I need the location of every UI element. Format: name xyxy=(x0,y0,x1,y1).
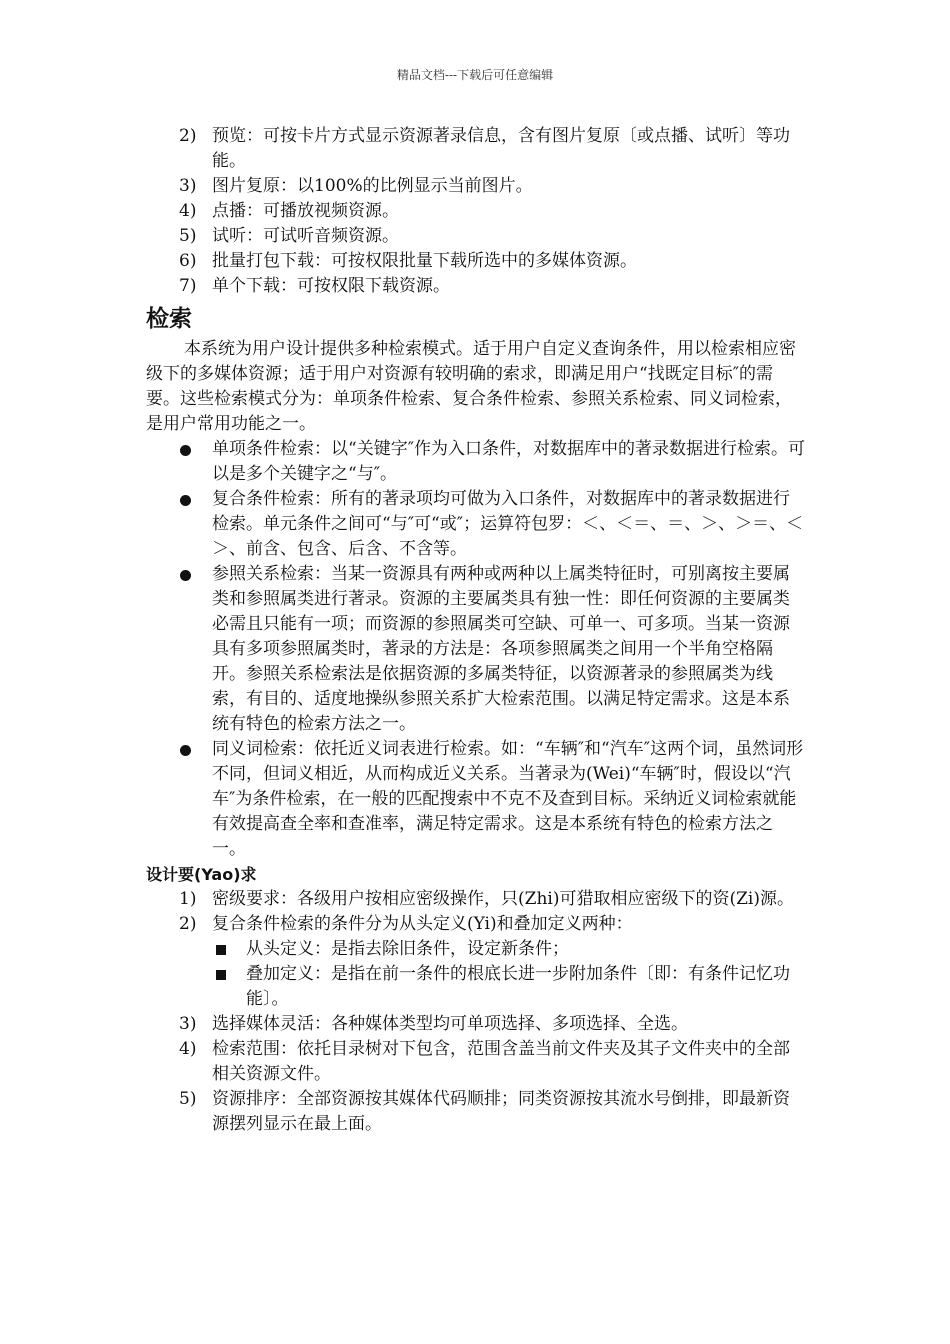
bullet-dot-icon xyxy=(180,570,191,581)
list-item xyxy=(146,174,806,199)
list-number: 5) xyxy=(179,1089,197,1109)
list-item xyxy=(146,887,806,912)
list-number: 2) xyxy=(179,126,197,146)
list-item xyxy=(146,274,806,299)
list-text: 检索范围：依托目录树对下包含，范围含盖当前文件夹及其子文件夹中的全部相关资源文件。 xyxy=(212,1039,790,1084)
list-text: 选择媒体灵活：各种媒体类型均可单项选择、多项选择、全选。 xyxy=(212,1014,688,1034)
section-intro: 本系统为用户设计提供多种检索模式。适于用户自定义查询条件，用以检索相应密级下的多媒体资源；适于用户对资源有较明确的索求，即满足用户“找既定目标″的需要。这些检索模式分为：单项条件检索、复合条件检索、参照关系检索、同义词检索，是用户常用功能之一。 xyxy=(146,339,796,434)
bullet-text: 单项条件检索：以“关键字″作为入口条件，对数据库中的著录数据进行检索。可以是多个关键字之“与″。 xyxy=(212,439,806,484)
section-title: 检索 xyxy=(146,306,192,332)
bullet-dot-icon xyxy=(180,745,191,756)
list-number: 6) xyxy=(179,251,197,271)
sub-list-text: 叠加定义：是指在前一条件的根底长进一步附加条件〔即：有条件记忆功能〕。 xyxy=(246,964,790,1009)
bullet-item xyxy=(146,737,806,862)
list-text: 资源排序：全部资源按其媒体代码顺排；同类资源按其流水号倒排，即最新资源摆列显示在最上面。 xyxy=(212,1089,790,1134)
list-item xyxy=(146,249,806,274)
list-text: 点播：可播放视频资源。 xyxy=(212,201,399,221)
sub-list-item xyxy=(146,937,806,962)
design-heading: 设计要(Yao)求 xyxy=(146,865,257,884)
bullet-item xyxy=(146,562,806,737)
list-text: 试听：可试听音频资源。 xyxy=(212,226,399,246)
list-item xyxy=(146,1037,806,1087)
list-number: 4) xyxy=(179,201,197,221)
bullet-dot-icon xyxy=(180,495,191,506)
list-text: 批量打包下载：可按权限批量下载所选中的多媒体资源。 xyxy=(212,251,637,271)
list-number: 7) xyxy=(179,276,197,296)
list-item xyxy=(146,224,806,249)
list-number: 3) xyxy=(179,176,197,196)
list-item xyxy=(146,1087,806,1137)
bullet-text: 同义词检索：依托近义词表进行检索。如：“车辆″和“汽车″这两个词，虽然词形不同，但词义相近，从而构成近义关系。当著录为(Wei)“车辆″时，假设以“汽车″为条件检索，在一般的匹配搜索中不克不及查到目标。采纳近义词检索就能有效提高查全率和查准率，满足特定需求。这是本系统有特色的检索方法之一。 xyxy=(212,739,804,859)
list-item xyxy=(146,199,806,224)
square-bullet-icon xyxy=(216,970,226,980)
sub-list-text: 从头定义：是指去除旧条件，设定新条件； xyxy=(246,939,569,959)
list-text: 图片复原：以100%的比例显示当前图片。 xyxy=(212,176,533,196)
list-text: 密级要求：各级用户按相应密级操作，只(Zhi)可猎取相应密级下的资(Zi)源。 xyxy=(212,889,794,909)
bullet-dot-icon xyxy=(180,445,191,456)
list-text: 单个下载：可按权限下载资源。 xyxy=(212,276,450,296)
list-number: 1) xyxy=(179,889,197,909)
list-number: 3) xyxy=(179,1014,197,1034)
square-bullet-icon xyxy=(216,945,226,955)
document-body xyxy=(146,124,806,1137)
bullet-item xyxy=(146,437,806,487)
bullet-text: 参照关系检索：当某一资源具有两种或两种以上属类特征时，可别离按主要属类和参照属类进行著录。资源的主要属类具有独一性：即任何资源的主要属类必需且只能有一项；而资源的参照属类可空缺、可单一、可多项。当某一资源具有多项参照属类时，著录的方法是：各项参照属类之间用一个半角空格隔开。参照关系检索法是依据资源的多属类特征，以资源著录的参照属类为线索，有目的、适度地操纵参照关系扩大检索范围。以满足特定需求。这是本系统有特色的检索方法之一。 xyxy=(212,564,790,734)
bullet-text: 复合条件检索：所有的著录项均可做为入口条件，对数据库中的著录数据进行检索。单元条件之间可“与″可“或″；运算符包罗：＜、＜＝、＝、＞、＞＝、＜＞、前含、包含、后含、不含等。 xyxy=(212,489,804,559)
sub-list-item xyxy=(146,962,806,1012)
page-header: 精品文档---下载后可任意编辑 xyxy=(396,68,554,82)
list-number: 2) xyxy=(179,914,197,934)
list-text: 预览：可按卡片方式显示资源著录信息，含有图片复原〔或点播、试听〕等功能。 xyxy=(212,126,790,171)
list-number: 5) xyxy=(179,226,197,246)
list-number: 4) xyxy=(179,1039,197,1059)
list-item xyxy=(146,912,806,937)
list-text: 复合条件检索的条件分为从头定义(Yi)和叠加定义两种： xyxy=(212,914,633,934)
list-item xyxy=(146,1012,806,1037)
bullet-item xyxy=(146,487,806,562)
list-item xyxy=(146,124,806,174)
